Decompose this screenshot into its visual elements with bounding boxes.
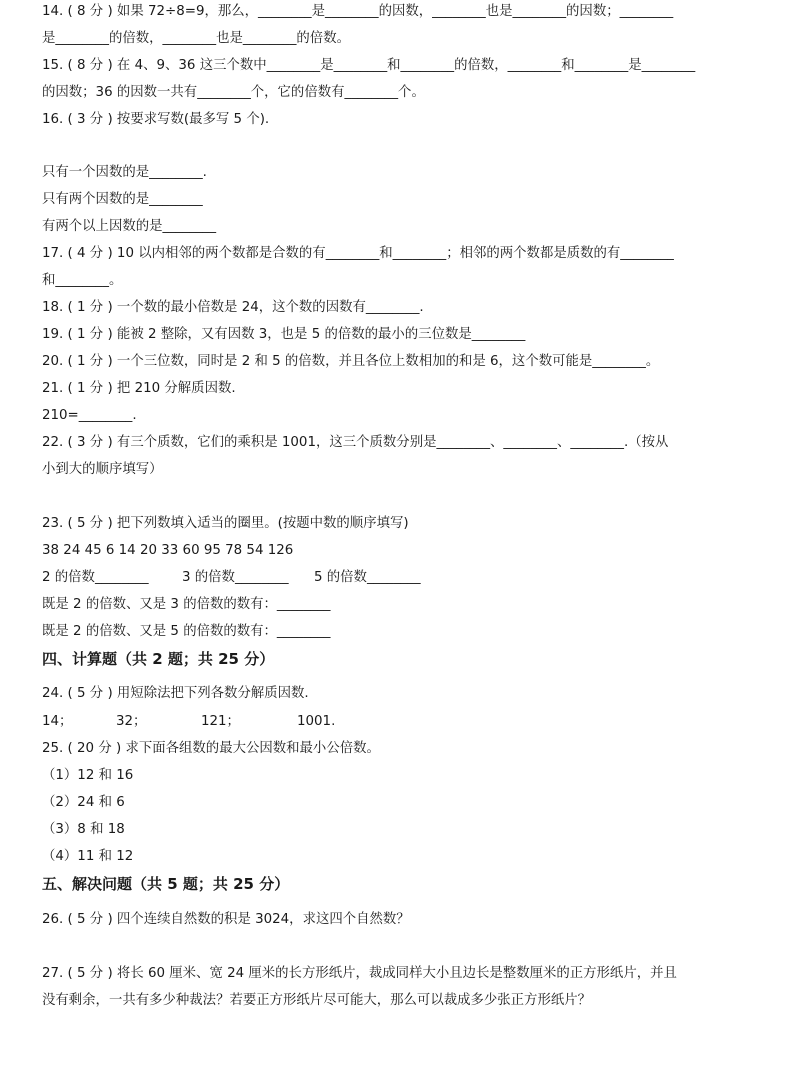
q14-line-2: 是________的倍数，________也是________的倍数。 xyxy=(42,31,350,46)
q21-line-2: 210=________. xyxy=(42,408,137,423)
q25-line-1: 25. ( 20 分 ) 求下面各组数的最大公因数和最小公倍数。 xyxy=(42,741,380,756)
q14-line-1: 14. ( 8 分 ) 如果 72÷8=9，那么，________是________的因数，________也是________的因数；________ xyxy=(42,4,674,19)
q17-line-1: 17. ( 4 分 ) 10 以内相邻的两个数都是合数的有________和________；相邻的两个数都是质数的有________ xyxy=(42,246,674,261)
q23-multiples-of-5: 5 的倍数________ xyxy=(314,570,421,585)
q25-item-4: （4）11 和 12 xyxy=(42,849,134,864)
q20-line-1: 20. ( 1 分 ) 一个三位数，同时是 2 和 5 的倍数，并且各位上数相加的和是 6，这个数可能是________。 xyxy=(42,354,660,369)
section-5-title: 五、解决问题（共 5 题；共 25 分） xyxy=(42,875,290,893)
q18-line-1: 18. ( 1 分 ) 一个数的最小倍数是 24，这个数的因数有________. xyxy=(42,300,424,315)
q15-line-2: 的因数；36 的因数一共有________个，它的倍数有________个。 xyxy=(42,85,425,100)
section-4-title: 四、计算题（共 2 题；共 25 分） xyxy=(42,650,275,668)
q24-number-2: 32； xyxy=(116,714,147,729)
q23-line-5: 既是 2 的倍数、又是 5 的倍数的数有：________ xyxy=(42,624,331,639)
q22-line-1: 22. ( 3 分 ) 有三个质数，它们的乘积是 1001，这三个质数分别是________、________、________.（按从 xyxy=(42,435,669,450)
q17-line-2: 和________。 xyxy=(42,273,123,288)
q25-item-1: （1）12 和 16 xyxy=(42,768,134,783)
q22-line-2: 小到大的顺序填写） xyxy=(42,462,163,477)
q25-item-3: （3）8 和 18 xyxy=(42,822,125,837)
q16-line-1: 16. ( 3 分 ) 按要求写数(最多写 5 个). xyxy=(42,112,270,127)
q16-line-4: 有两个以上因数的是________ xyxy=(42,219,217,234)
q16-line-3: 只有两个因数的是________ xyxy=(42,192,203,207)
q24-number-1: 14； xyxy=(42,714,73,729)
q26-line-1: 26. ( 5 分 ) 四个连续自然数的积是 3024，求这四个自然数？ xyxy=(42,912,410,927)
q21-line-1: 21. ( 1 分 ) 把 210 分解质因数. xyxy=(42,381,236,396)
q27-line-2: 没有剩余，一共有多少种裁法？若要正方形纸片尽可能大，那么可以裁成多少张正方形纸片？ xyxy=(42,993,592,1008)
q19-line-1: 19. ( 1 分 ) 能被 2 整除，又有因数 3，也是 5 的倍数的最小的三位数是________ xyxy=(42,327,526,342)
q25-item-2: （2）24 和 6 xyxy=(42,795,125,810)
q15-line-1: 15. ( 8 分 ) 在 4、9、36 这三个数中________是________和________的倍数，________和________是________ xyxy=(42,58,696,73)
q16-line-2: 只有一个因数的是________. xyxy=(42,165,207,180)
q23-multiples-of-2: 2 的倍数________ xyxy=(42,570,149,585)
q27-line-1: 27. ( 5 分 ) 将长 60 厘米、宽 24 厘米的长方形纸片，裁成同样大小且边长是整数厘米的正方形纸片，并且 xyxy=(42,966,677,981)
q23-line-1: 23. ( 5 分 ) 把下列数填入适当的圈里。(按题中数的顺序填写) xyxy=(42,516,409,531)
q24-number-4: 1001. xyxy=(297,714,336,729)
q23-line-4: 既是 2 的倍数、又是 3 的倍数的数有：________ xyxy=(42,597,331,612)
q23-multiples-of-3: 3 的倍数________ xyxy=(182,570,289,585)
q23-number-list: 38 24 45 6 14 20 33 60 95 78 54 126 xyxy=(42,543,294,558)
q24-number-3: 121； xyxy=(201,714,240,729)
q24-line-1: 24. ( 5 分 ) 用短除法把下列各数分解质因数. xyxy=(42,686,309,701)
